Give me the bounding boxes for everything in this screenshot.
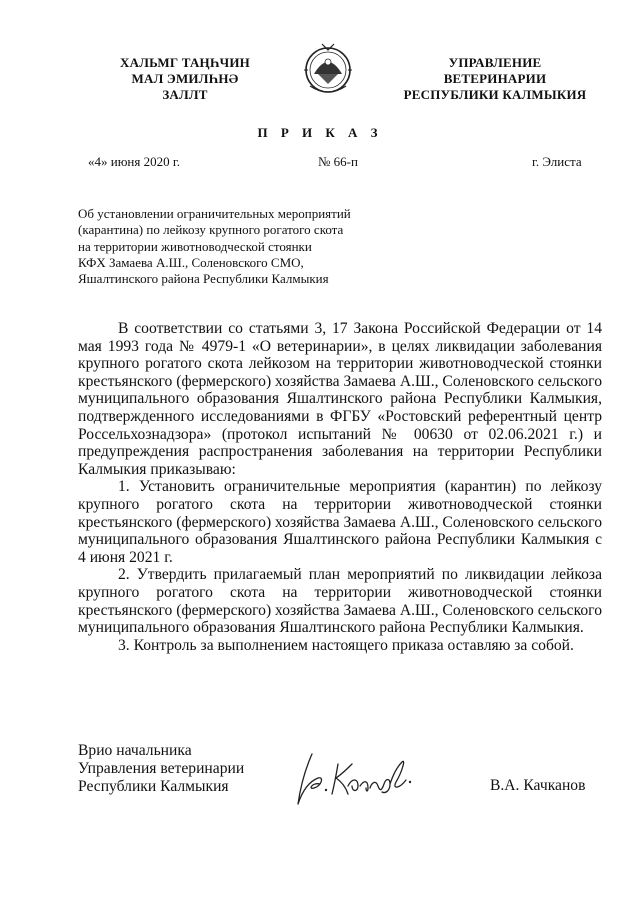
handwritten-signature — [282, 742, 432, 812]
signatory-position-line: Управления ветеринарии — [78, 759, 245, 777]
subject-line: Об установлении ограничительных мероприятий — [78, 206, 351, 221]
header-right-line: ВЕТЕРИНАРИИ — [443, 71, 547, 86]
subject-line: КФХ Замаева А.Ш., Соленовского СМО, — [78, 254, 304, 270]
signatory-position-line: Республики Калмыкия — [78, 777, 229, 795]
body-preamble: В соответствии со статьями 3, 17 Закона Российской Федерации от 14 мая 1993 года № 4979-1 «О ветеринарии», в целях ликвидации заболевания крупного рогатого скота лейкозом на территории животноводческой стоянки крестьянского (фермерского) хозяйства Замаева А.Ш., Соленовского сельского муниципального образования Яшалтинского района Республики Калмыкия, подтвержденного исследованиями в ФГБУ «Ростовский референтный центр Россельхознадзора» (протокол испытаний № 00630 от 02.06.2021 г.) и предупреждения распространения заболевания на территории Республики Калмыкия приказываю: — [78, 320, 602, 478]
body-item-2: 2. Утвердить прилагаемый план мероприятий по ликвидации лейкоза крупного рогатого скота на территории животноводческой стоянки крестьянского (фермерского) хозяйства Замаева А.Ш., Соленовского сельского муниципального образования Яшалтинского района Республики Калмыкия. — [78, 566, 602, 637]
document-number: № 66-п — [318, 154, 358, 169]
signatory-name: В.А. Качканов — [490, 777, 586, 794]
header-right-line: УПРАВЛЕНИЕ — [448, 55, 542, 70]
header-right-org-name — [395, 55, 595, 103]
document-city: г. Элиста — [532, 154, 582, 169]
header-left-line: МАЛ ЭМИЛҺНӘ — [131, 71, 239, 86]
document-date: «4» июня 2020 г. — [88, 154, 180, 169]
document-body — [78, 320, 602, 654]
header-left-org-name — [100, 55, 270, 103]
header-right-line: РЕСПУБЛИКИ КАЛМЫКИЯ — [403, 87, 587, 102]
document-title: П Р И К А З — [257, 125, 383, 140]
header-left-line: ЗАЛЛТ — [162, 87, 208, 102]
document-subject — [78, 206, 398, 287]
signatory-position-line: Врио начальника — [78, 742, 192, 759]
body-item-3: 3. Контроль за выполнением настоящего приказа оставляю за собой. — [118, 636, 574, 654]
coat-of-arms-emblem-icon — [300, 40, 356, 100]
subject-line: (карантина) по лейкозу крупного рогатого скота — [78, 222, 344, 238]
header-left-line: ХАЛЬМГ ТАҢҺЧИН — [120, 55, 250, 70]
signatory-position — [78, 742, 244, 795]
subject-line: на территории животноводческой стоянки — [78, 238, 312, 254]
subject-line: Яшалтинского района Республики Калмыкия — [78, 271, 329, 287]
body-item-1: 1. Установить ограничительные мероприятия (карантин) по лейкозу крупного рогатого скота на территории животноводческой стоянки крестьянского (фермерского) хозяйства Замаева А.Ш., Соленовского сельского муниципального образования Яшалтинского района Республики Калмыкия с 4 июня 2021 г. — [78, 478, 602, 566]
